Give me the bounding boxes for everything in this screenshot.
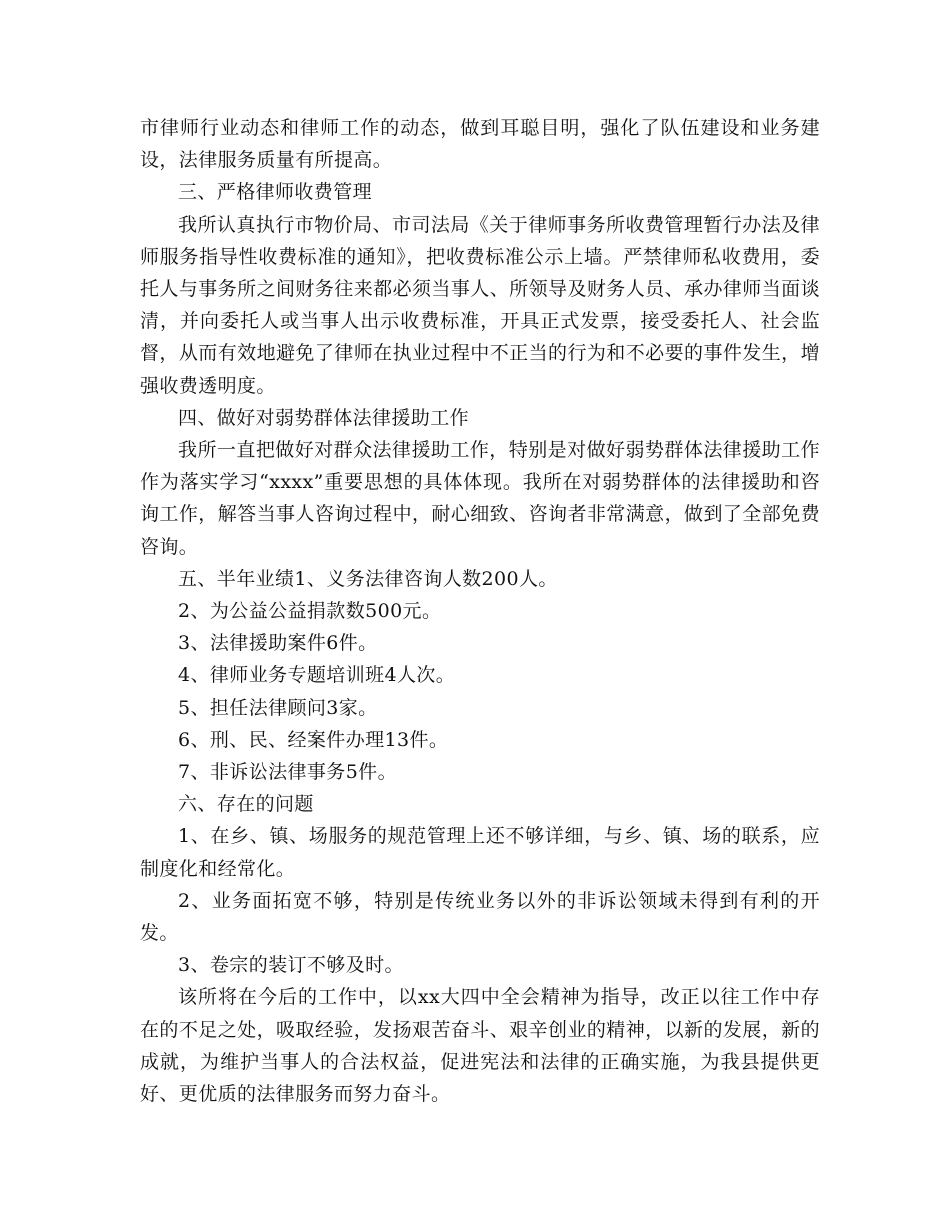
paragraph-continuation: 市律师行业动态和律师工作的动态，做到耳聪目明，强化了队伍建设和业务建设，法律服务质量有所提高。 [140, 117, 820, 172]
section-heading-legal-aid: 四、做好对弱势群体法律援助工作 [178, 406, 470, 429]
list-item-training: 4、律师业务专题培训班4人次。 [178, 664, 456, 687]
document-body [140, 112, 820, 1110]
list-item-counsel: 5、担任法律顾问3家。 [178, 696, 378, 719]
problem-item-3: 3、卷宗的装订不够及时。 [178, 954, 404, 977]
paragraph-fee-management: 我所认真执行市物价局、市司法局《关于律师事务所收费管理暂行办法及律师服务指导性收费标准的通知》，把收费标准公示上墙。严禁律师私收费用，委托人与事务所之间财务往来都必须当事人、所领导及财务人员、承办律师当面谈清，并向委托人或当事人出示收费标准，开具正式发票，接受委托人、社会监督，从而有效地避免了律师在执业过程中不正当的行为和不必要的事件发生，增强收费透明度。 [140, 213, 820, 397]
list-item-aid-cases: 3、法律援助案件6件。 [178, 632, 378, 655]
section-heading-problems: 六、存在的问题 [178, 793, 314, 816]
section-heading-half-year-results: 五、半年业绩1、义务法律咨询人数200人。 [178, 567, 558, 590]
list-item-non-litigation: 7、非诉讼法律事务5件。 [178, 761, 397, 784]
paragraph-legal-aid: 我所一直把做好对群众法律援助工作，特别是对做好弱势群体法律援助工作作为落实学习“xxxx”重要思想的具体体现。我所在对弱势群体的法律援助和咨询工作，解答当事人咨询过程中，耐心细致、咨询者非常满意，做到了全部免费咨询。 [140, 439, 820, 558]
problem-item-2: 2、业务面拓宽不够，特别是传统业务以外的非诉讼领域未得到有利的开发。 [140, 889, 820, 945]
paragraph-conclusion: 该所将在今后的工作中，以xx大四中全会精神为指导，改正以往工作中存在的不足之处，吸取经验，发扬艰苦奋斗、艰辛创业的精神，以新的发展，新的成就，为维护当事人的合法权益，促进宪法和法律的正确实施，为我县提供更好、更优质的法律服务而努力奋斗。 [140, 986, 820, 1106]
list-item-donations: 2、为公益公益捐款数500元。 [178, 600, 442, 623]
list-item-cases-handled: 6、刑、民、经案件办理13件。 [178, 728, 449, 751]
problem-item-1: 1、在乡、镇、场服务的规范管理上还不够详细，与乡、镇、场的联系，应制度化和经常化。 [140, 825, 820, 880]
section-heading-fee-management: 三、严格律师收费管理 [178, 181, 373, 204]
